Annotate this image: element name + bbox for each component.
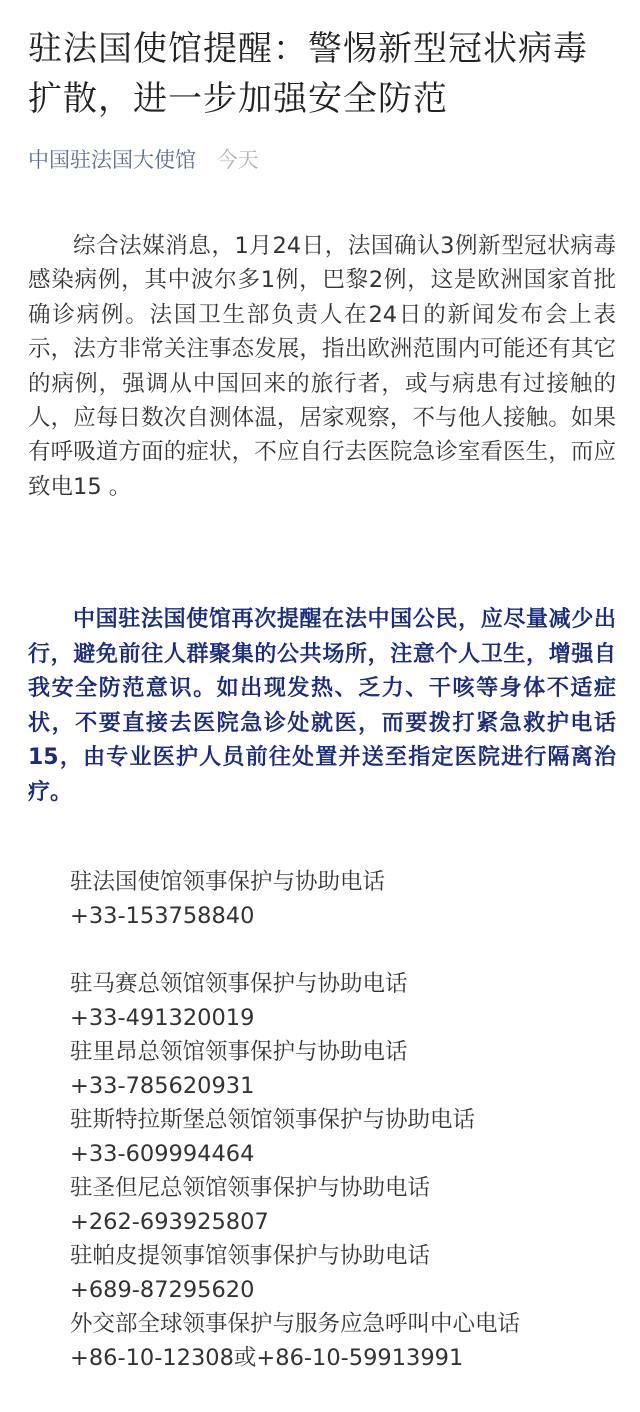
contact-phone: +262-693925807 — [70, 1209, 269, 1235]
contact-phone: +86-10-12308或+86-10-59913991 — [70, 1345, 464, 1371]
contact-phone: +33-609994464 — [70, 1141, 255, 1167]
contact-label: 驻圣但尼总领馆领事保护与协助电话 — [70, 1175, 431, 1201]
contact-item — [70, 865, 630, 933]
contact-label: 驻法国使馆领事保护与协助电话 — [70, 869, 386, 895]
account-name-link[interactable]: 中国驻法国大使馆 — [28, 148, 196, 172]
article-title: 驻法国使馆提醒：警惕新型冠状病毒扩散，进一步加强安全防范 — [28, 29, 588, 119]
contact-label: 驻里昂总领馆领事保护与协助电话 — [70, 1039, 408, 1065]
contact-list — [70, 865, 630, 1375]
contact-phone: +33-491320019 — [70, 1005, 255, 1031]
publish-time: 今天 — [216, 148, 259, 172]
contact-phone: +689-87295620 — [70, 1277, 255, 1303]
contact-label: 驻斯特拉斯堡总领馆领事保护与协助电话 — [70, 1107, 476, 1133]
contact-label: 驻帕皮提领事馆领事保护与协助电话 — [70, 1243, 431, 1269]
contact-phone: +33-785620931 — [70, 1073, 255, 1099]
contact-item — [70, 1035, 630, 1103]
contact-item — [70, 1103, 630, 1171]
contact-label: 驻马赛总领馆领事保护与协助电话 — [70, 971, 408, 997]
contact-item — [70, 1171, 630, 1239]
contact-label: 外交部全球领事保护与服务应急呼叫中心电话 — [70, 1311, 521, 1337]
contact-phone: +33-153758840 — [70, 903, 255, 929]
contact-item — [70, 1239, 630, 1307]
contact-item — [70, 967, 630, 1035]
article-meta — [28, 142, 259, 178]
article-paragraph-reminder: 中国驻法国使馆再次提醒在法中国公民，应尽量减少出行，避免前往人群聚集的公共场所，注意个人卫生，增强自我安全防范意识。如出现发热、乏力、干咳等身体不适症状，不要直接去医院急诊处就医，而要拨打紧急救护电话15，由专业医护人员前往处置并送至指定医院进行隔离治疗。 — [28, 607, 616, 805]
contact-item — [70, 1307, 630, 1375]
article-paragraph-news: 综合法媒消息，1月24日，法国确认3例新型冠状病毒感染病例，其中波尔多1例，巴黎2例，这是欧洲国家首批确诊病例。法国卫生部负责人在24日的新闻发布会上表示，法方非常关注事态发展，指出欧洲范围内可能还有其它的病例，强调从中国回来的旅行者，或与病患有过接触的人，应每日数次自测体温，居家观察，不与他人接触。如果有呼吸道方面的症状，不应自行去医院急诊室看医生，而应致电15 。 — [28, 233, 616, 500]
